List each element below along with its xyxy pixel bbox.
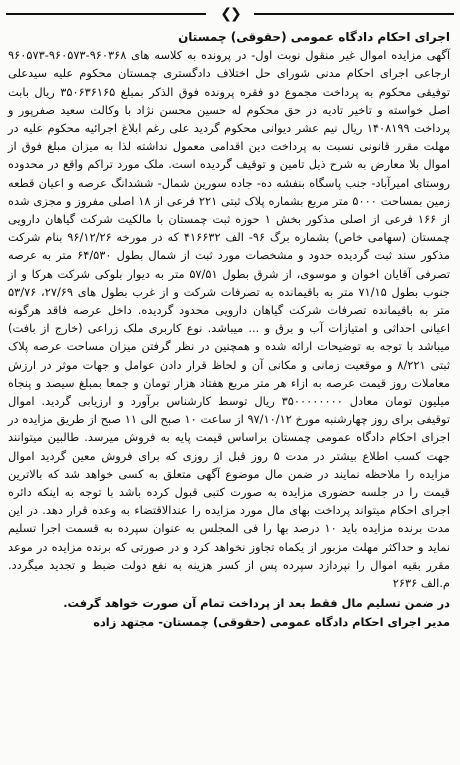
header-ornament bbox=[0, 6, 460, 22]
double-chevron-icon: ❮❯ bbox=[220, 6, 240, 22]
ornament-rule-left bbox=[6, 13, 206, 15]
notice-closing: در ضمن تسلیم مال فقط بعد از پرداخت تمام آن صورت خواهد گرفت. bbox=[63, 596, 450, 611]
auction-notice bbox=[8, 28, 450, 631]
notice-body: آگهی مزایده اموال غیر منقول نوبت اول- در پرونده به کلاسه های ۹۶۰۳۶۸-۹۶۰۵۷۳-۹۶۰۵۷۳ ارجاعی اجرای احکام مدنی شورای حل اختلاف دادگستری چمستان محکوم علیه سیدعلی توفیقی محکوم به پرداخت مجموع دو فقره پرونده فوق الذکر بمبلغ ۳۵۰۶۳۶۱۶۵ ریال بابت اصل خواسته و تاخیر تادیه در حق محکوم له حسین محسن نژاد با وکالت سعید صفرپور و پرداخت ۱۴۰۸۱۹۹ ریال نیم عشر دیوانی محکوم گردید علی رغم ابلاغ اجرائیه محکوم علیه در مهلت مقرر قانونی نسبت به پرداخت دین اقدامی معمول نداشته لذا به میزان مبلغ فوق از اموال بلا معارض به شرح ذیل تامین و توقیف گردیده است. ملک مورد تراکم واقع در محدوده روستای امیرآباد- جنب پاسگاه بنفشه ده- جاده سورین شمال- ششدانگ عرصه و اعیان قطعه زمین بمساحت ۵۰۰۰ متر مربع بشماره پلاک ثبتی ۲۲۱ فرعی از ۱۸ اصلی مفروز و مجزی شده از ۱۶۶ فرعی از اصلی مذکور بخش ۱ حوزه ثبت چمستان با مالکیت شرکت گیاهان دارویی چمستان (سهامی خاص) بشماره برگ ۹۶- الف ۴۱۶۶۳۲ که در مورخه ۹۶/۱۲/۲۶ بنام شرکت مذکور سند ثبت گردیده حدود و مشخصات مورد ثبت از شمال بطول ۶۴/۵۳۰ متر به عرصه تصرفی آقایان اخوان و موسوی، از شرق بطول ۵۷/۵۱ متر به دیوار بلوکی شرکت هرکا و از جنوب بطول ۷۱/۱۵ متر به باقیمانده به تصرفات شرکت و از غرب بطول های ۲۷/۶۹، ۵۳/۷۶ متر به باقیمانده تصرفات شرکت گیاهان دارویی محدود گردیده. داخل عرصه فاقد هرگونه اعیانی احداثی و امتیازات آب و برق و ... میباشد. نوع کاربری ملک زراعی (خارج از بافت) میباشد با توجه به توضیحات ارائه شده و همچنین در نظر گرفتن میزان مساحت عرصه پلاک ثبتی ۸/۲۲۱ و موقعیت زمانی و مکانی آن و لحاظ قرار دادن عوامل و جهات موثر در ارزش معاملات روز قیمت عرصه به ازاء هر متر مربع هفتاد هزار تومان و جمعا بمبلغ سیصد و پنجاه میلیون تومان معادل ۳۵۰۰۰۰۰۰۰۰ ریال توسط کارشناس برآورد و ارزیابی گردید. اموال توقیفی برای روز چهارشنبه مورخ ۹۷/۱۰/۱۲ از ساعت ۱۰ صبح الی ۱۱ صبح از طریق مزایده در اجرای احکام دادگاه عمومی چمستان براساس قیمت پایه به فروش میرسد. طالبین میتوانند جهت کسب اطلاع بیشتر در مدت ۵ روز قبل از روزی که برای فروش معین گردید اموال مزایده را ملاحظه نمایند در ضمن مال موضوع آگهی متعلق به کسی خواهد شد که بالاترین قیمت را در جلسه حضوری مزایده به صورت کتبی قبول کرده باشد با توجه به اینکه دائره اجرای احکام میتواند پرداخت بهای مال مورد مزایده را عندالاقتضاء به وعده قرار دهد. در این مدت برنده مزایده باید ۱۰ درصد بها را فی المجلس به عنوان سپرده به قسمت اجرا تسلیم نماید و حداکثر مهلت مزبور از یکماه تجاوز نخواهد کرد و در صورتی که برنده مزایده در موعد مقرر بقیه اموال را نپردازد سپرده پس از کسر هزینه به نفع دولت ضبط و تجدید میگردد. م.الف ۲۶۳۶ bbox=[8, 48, 451, 591]
ornament-rule-right bbox=[254, 13, 454, 15]
notice-signature: مدیر اجرای احکام دادگاه عمومی (حقوقی) چمستان- مجتهد زاده bbox=[93, 614, 450, 629]
notice-title: اجرای احکام دادگاه عمومی (حقوقی) چمستان bbox=[178, 30, 450, 44]
